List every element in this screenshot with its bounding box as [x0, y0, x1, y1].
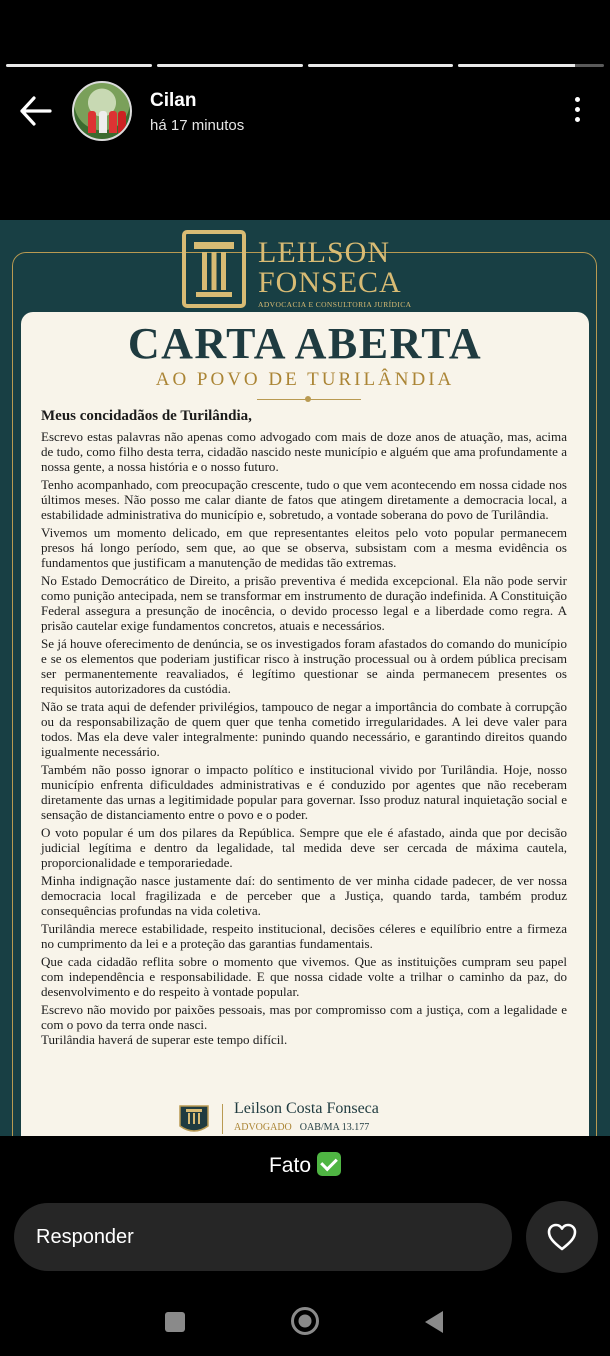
story-image[interactable]	[0, 220, 610, 1136]
paragraph: Também não posso ignorar o impacto político e institucional vivido por Turilândia. Hoje, nosso município enfrenta dificuldades administrativas e é conduzido por agentes que não receberam diretamente das urnas a legitimidade popular para governar. Isso produz natural inquietação social e sensação de distanciamento entre o povo e o poder.	[41, 762, 567, 822]
reply-input[interactable]	[14, 1203, 512, 1271]
username[interactable]: Cilan	[150, 90, 197, 111]
back-triangle-icon[interactable]	[424, 1310, 444, 1334]
pillar-logo-icon	[176, 1100, 212, 1136]
letter-title: CARTA ABERTA	[127, 319, 483, 368]
brand-name-last: FONSECA	[258, 266, 402, 299]
caption-text: Fato	[268, 1154, 312, 1177]
back-button[interactable]	[18, 94, 54, 128]
avatar[interactable]	[72, 81, 132, 141]
paragraph: Turilândia haverá de superar este tempo difícil.	[41, 1032, 288, 1047]
paragraph: No Estado Democrático de Direito, a prisão preventiva é medida excepcional. Ela não pode servir como punição antecipada, nem se transformar em instrumento de duração indefinida. A Constituição Federal assegura a presunção de inocência, o devido processo legal e a liberdade como regra. A prisão cautelar exige fundamentos concretos, atuais e necessários.	[41, 573, 567, 633]
progress-segment-2	[157, 64, 303, 67]
progress-segment-3	[308, 64, 454, 67]
paragraph: Turilândia merece estabilidade, respeito institucional, decisões céleres e equilíbrio entre a firmeza no cumprimento da lei e a proteção das garantias fundamentais.	[41, 921, 567, 951]
home-circle-icon[interactable]	[290, 1306, 320, 1336]
story-progress	[6, 64, 604, 67]
paragraph: Escrevo estas palavras não apenas como advogado com mais de doze anos de atuação, mas, acima de tudo, como filho desta terra, cidadão nascido neste município e alguém que ama profundamente a nossa gente, a nossa história e o nosso futuro.	[41, 429, 567, 474]
like-button[interactable]	[526, 1201, 598, 1273]
more-vertical-icon	[568, 97, 586, 122]
progress-segment-4	[458, 64, 604, 67]
brand-name-first: LEILSON	[258, 236, 390, 269]
paragraph: Que cada cidadão reflita sobre o momento que vivemos. Que as instituições cumpram seu papel com independência e responsabilidade. E que nossa cidade volte a trilhar o caminho da paz, do desenvolvimento e do respeito à vontade popular.	[41, 954, 567, 999]
brand-subtitle: ADVOCACIA E CONSULTORIA JURÍDICA	[258, 300, 412, 309]
paragraph: O voto popular é um dos pilares da República. Sempre que ele é afastado, ainda que por decisão judicial legítima e dentro da legalidade, tal medida deve ser cercada de máxima cautela, proporcionalidade e temporariedade.	[41, 825, 567, 870]
ornament-divider	[257, 399, 361, 400]
post-time: há 17 minutos	[150, 117, 245, 134]
paragraph: Vivemos um momento delicado, em que representantes eleitos pelo voto popular permanecem presos há longo período, sem que, ao que se observa, subsistam com a mesma evidência os fundamentos que justificam a manutenção de medidas tão extremas.	[41, 525, 567, 570]
signature-name: Leilson Costa Fonseca	[234, 1100, 379, 1117]
progress-segment-1	[6, 64, 152, 67]
letter-paper	[21, 312, 589, 1136]
check-mark-icon	[317, 1152, 341, 1176]
story-caption	[0, 1152, 610, 1178]
heart-outline-icon	[546, 1222, 578, 1252]
paragraph: Tenho acompanhado, com preocupação crescente, tudo o que vem acontecendo em nossa cidade nos últimos meses. Não posso me calar diante de fatos que atingem diretamente a democracia local, a estabilidade administrativa do município e, sobretudo, a vontade soberana do povo de Turilândia.	[41, 477, 567, 522]
letter-body	[41, 409, 567, 1050]
system-navigation-bar	[0, 1290, 610, 1356]
paragraph: Minha indignação nasce justamente daí: do sentimento de ver minha cidade padecer, de ver nossa democracia local fragilizada e de perceber que a Justiça, quando tarda, também produz consequências profundas na vida coletiva.	[41, 873, 567, 918]
paragraph: Se já houve oferecimento de denúncia, se os investigados foram afastados do comando do município e se os elementos que poderiam justificar risco à instrução processual ou à ordem pública precisam ser permanentemente reavaliados, é legítimo questionar se ainda permanecem presentes os requisitos autorizadores da custódia.	[41, 636, 567, 696]
brand-logo	[180, 228, 430, 318]
reply-placeholder: Responder	[36, 1226, 134, 1248]
paragraph: Não se trata aqui de defender privilégios, tampouco de negar a importância do combate à corrupção ou da responsabilização de quem quer que tenha cometido irregularidades. A lei deve valer para todos. Mas ela deve valer integralmente: punindo quando necessário, e garantindo direitos quando igualmente necessário.	[41, 699, 567, 759]
recents-square-icon[interactable]	[165, 1312, 185, 1332]
signature-role: ADVOGADO OAB/MA 13.177	[234, 1122, 370, 1133]
letter-greeting: Meus concidadãos de Turilândia,	[41, 408, 252, 424]
signature-block	[176, 1100, 416, 1136]
paragraph: Escrevo não movido por paixões pessoais, mas por compromisso com a justiça, com a legalidade e com o povo da terra onde nasci.	[41, 1002, 567, 1032]
letter-subtitle: AO POVO DE TURILÂNDIA	[155, 369, 455, 390]
more-options-button[interactable]	[568, 97, 586, 127]
pillar-logo-icon	[180, 228, 248, 310]
arrow-left-icon	[18, 94, 54, 128]
